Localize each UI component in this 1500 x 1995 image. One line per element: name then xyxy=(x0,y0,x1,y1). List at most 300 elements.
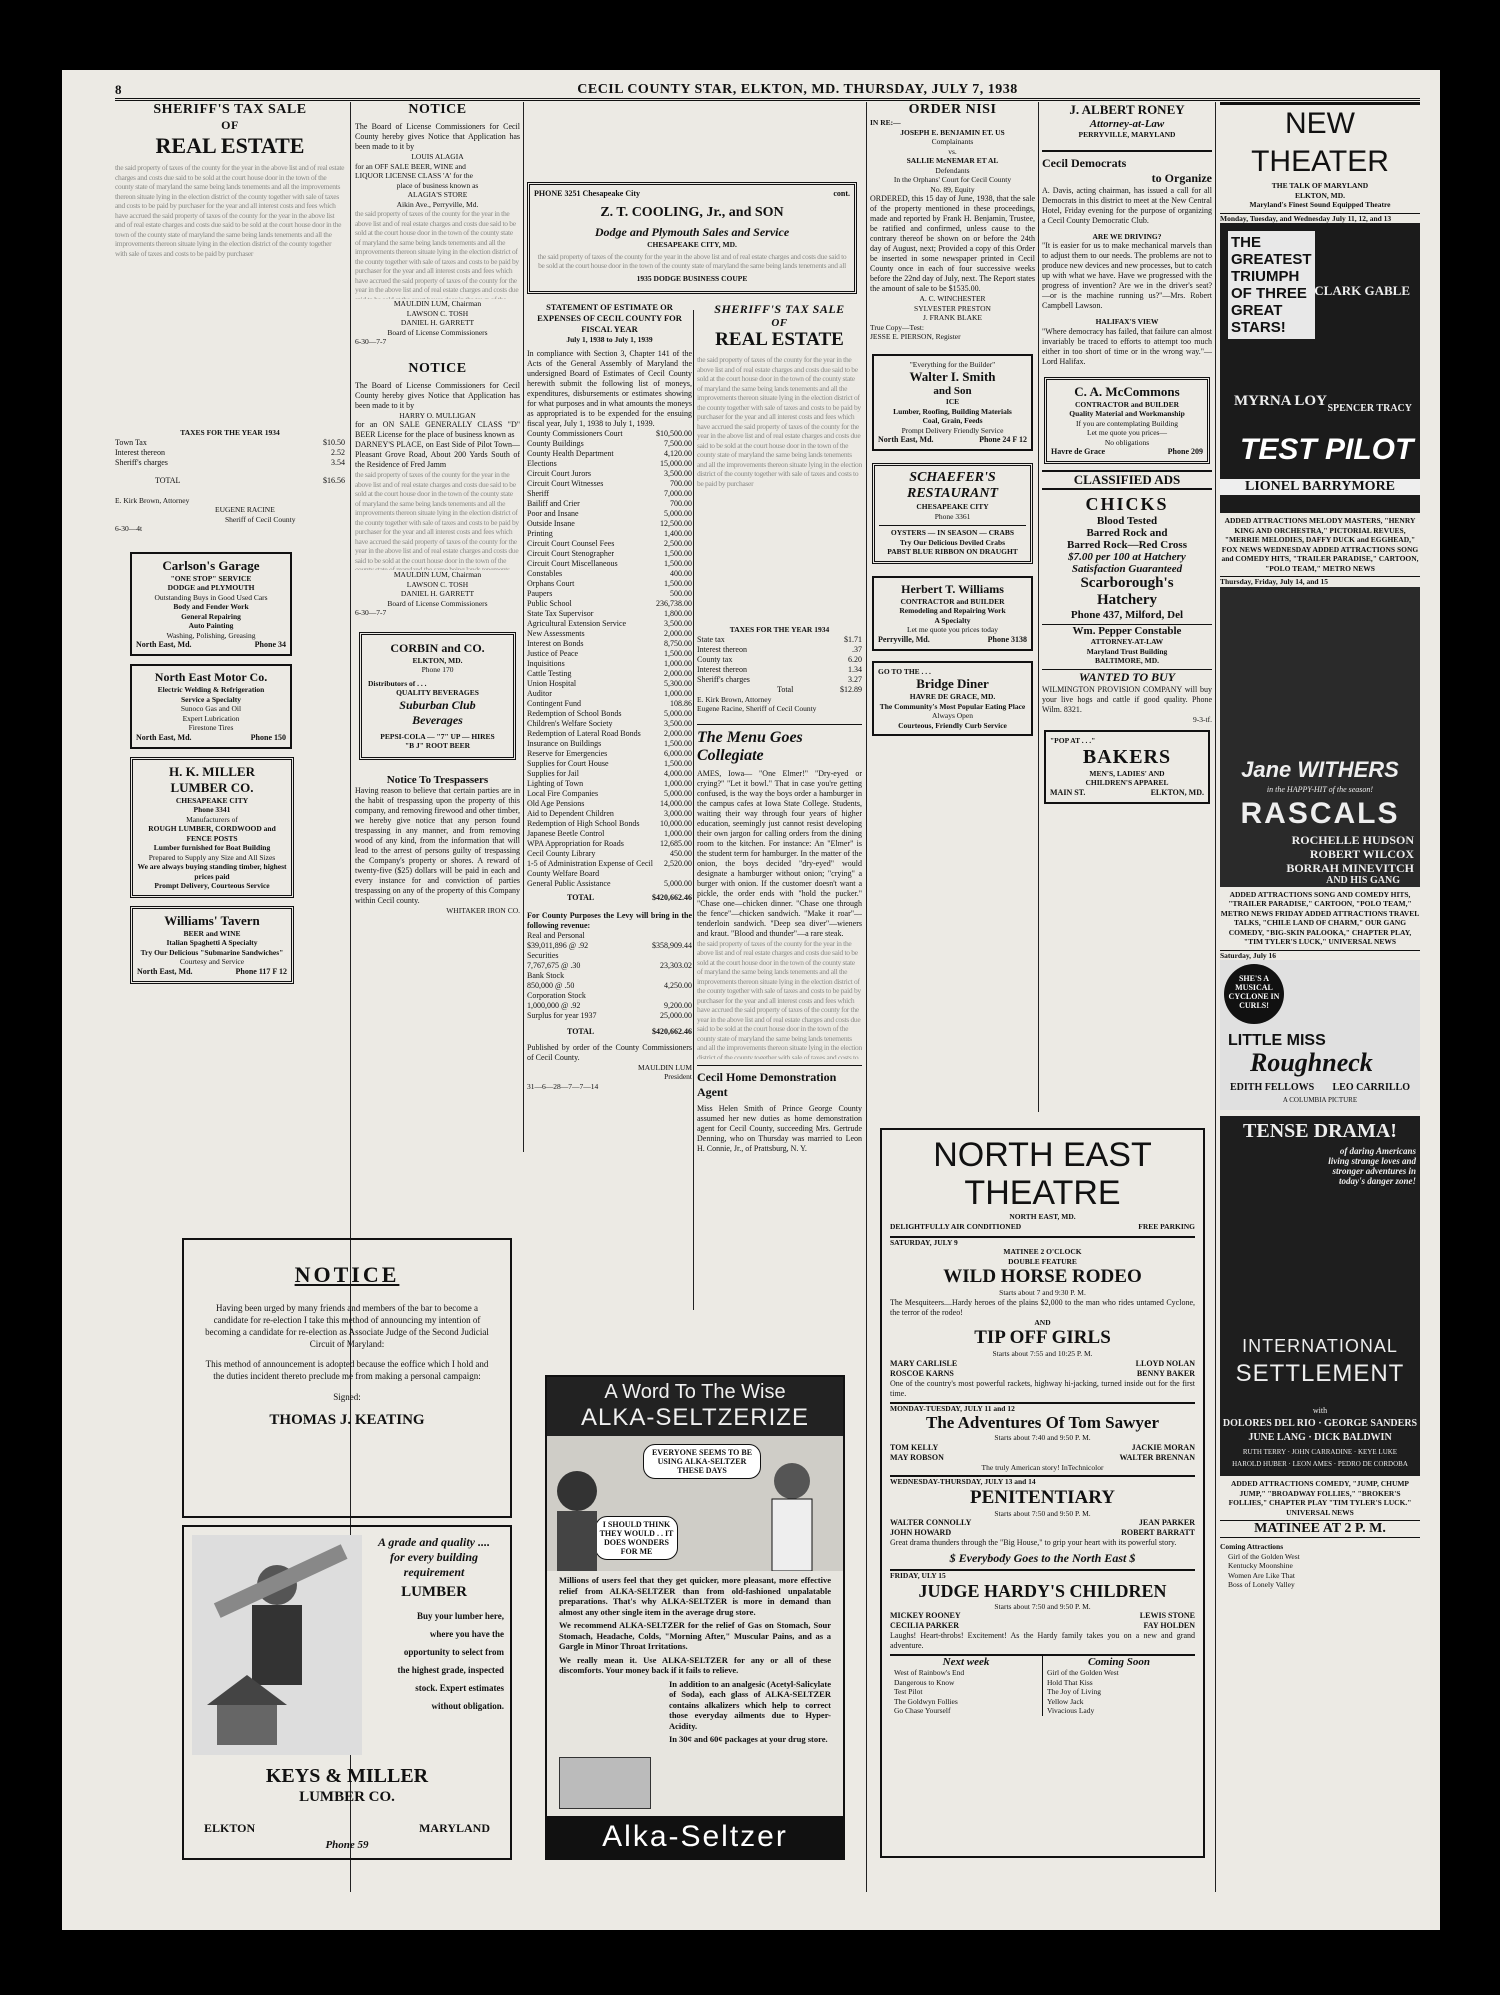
row-value: 2,500.00 xyxy=(664,538,692,548)
poster-text: STARS! xyxy=(1231,319,1286,336)
row-value: 8,750.00 xyxy=(664,638,692,648)
row-value: 700.00 xyxy=(670,498,692,508)
estimate-item xyxy=(527,739,692,749)
column-2 xyxy=(355,102,520,1222)
ad-body: We really mean it. Use ALKA-SELTZER for any or all of these discomforts. Your money back if it fails to relieve. xyxy=(559,1654,831,1675)
film: The Joy of Living xyxy=(1047,1687,1101,1696)
film-title: INTERNATIONAL xyxy=(1242,1336,1398,1356)
sheriff-name: EUGENE RACINE xyxy=(215,505,275,514)
row-value: 5,300.00 xyxy=(664,678,692,688)
row-value: 15,000.00 xyxy=(660,458,692,468)
coupe: 1935 DODGE BUSINESS COUPE xyxy=(636,273,748,283)
article-body: "Where democracy has failed, that failure can almost invariably be traced to efforts to attempt too much either in too short of time or in the wrong way."—Lord Halifax. xyxy=(1042,326,1212,366)
row-label: Circuit Court Witnesses xyxy=(527,478,604,488)
estimate-item xyxy=(527,689,692,699)
estimate-item xyxy=(527,779,692,789)
estimate-item xyxy=(527,769,692,779)
row-value: 9,200.00 xyxy=(664,1000,692,1010)
film: Dangerous to Know xyxy=(894,1677,955,1687)
line: Auto Painting xyxy=(188,621,234,630)
line: Quality Material and Workmanship xyxy=(1069,409,1185,418)
cont: cont. xyxy=(833,189,850,198)
line: Barred Rock—Red Cross xyxy=(1067,539,1187,551)
estimate-item xyxy=(527,719,692,729)
row-label: County Buildings xyxy=(527,438,584,448)
estimate-intro: In compliance with Section 3, Chapter 141 of the Acts of the General Assembly of Maryland the undersigned Board of Estimates of Cecil County herewith submit the following list of moneys, expenditures, disbursements or estimates showing for what purposes and in what amounts the moneys as appropriated is to be expended for the ensuing fiscal year, July 1, 1938 to July 1, 1939. xyxy=(527,348,692,428)
alka-seltzer-ad xyxy=(545,1375,845,1860)
estimate-item xyxy=(527,569,692,579)
date: 6-30—4t xyxy=(115,524,143,533)
row-label: Bank Stock xyxy=(527,970,565,980)
register: JESSE E. PIERSON, Register xyxy=(870,332,961,341)
line: Beverages xyxy=(412,712,463,727)
star-name: LIONEL BARRYMORE xyxy=(1220,479,1420,495)
brand-logo: Alka-Seltzer xyxy=(547,1816,843,1858)
international-settlement-poster xyxy=(1220,1116,1420,1476)
estimate-item xyxy=(527,429,692,439)
levy-item xyxy=(527,941,692,951)
row-label: Public School xyxy=(527,598,572,608)
row-label: Interest on Bonds xyxy=(527,638,584,648)
row-value: 1,500.00 xyxy=(664,648,692,658)
schaefers-ad xyxy=(872,463,1033,564)
line: "B J" ROOT BEER xyxy=(404,741,471,750)
value: $16.56 xyxy=(323,475,345,485)
row-value: 12,685.00 xyxy=(660,838,692,848)
parking: FREE PARKING xyxy=(1138,1221,1195,1231)
row-label: Securities xyxy=(527,950,559,960)
estimate-item xyxy=(527,519,692,529)
wanted-heading: WANTED TO BUY xyxy=(1042,669,1212,685)
line: LIQUOR LICENSE CLASS 'A' for the xyxy=(355,171,473,180)
cast: LEO CARRILLO xyxy=(1332,1082,1410,1093)
taxes-head: TAXES FOR THE YEAR 1934 xyxy=(180,428,280,437)
column-rule xyxy=(523,102,524,1152)
notice-body xyxy=(355,209,520,299)
row-label: Interest thereon xyxy=(697,664,747,674)
sheriff-tax-sale-1 xyxy=(115,102,345,534)
row-label: Supplies for Court House xyxy=(527,758,609,768)
signature: LAWSON C. TOSH xyxy=(406,308,469,318)
trespass-body: Having reason to believe that certain parties are in the habit of trespassing upon the property of this company, and removing firewood and other timber, we hereby give notice that any person found trespassing in any manner, and from removing wood of any kind, from the information that will lead to the arrest of persons guilty of trespassing the Company's property or shores. A reward of twenty-five ($25) dollars will be paid in each and every instance for and conviction of parties trespassing on any of the property of this Company within Cecil county. xyxy=(355,785,520,905)
column-rule xyxy=(1038,102,1039,1112)
cast: EDITH FELLOWS xyxy=(1230,1082,1315,1093)
article-body: "It is easier for us to make mechanical marvels than to adjust them to our needs. The problems are not to produce new devices and new processes, but to catch up with what we have. Have we progressed with the progress of invention? Are we in the driver's seat? —or is the machine running us?"—Mrs. Robert Campbell Lawson. xyxy=(1042,241,1212,310)
line: PEPSI-COLA — "7" UP — HIRES xyxy=(380,731,495,741)
name: Bridge Diner xyxy=(916,676,989,691)
film: Kentucky Moonshine xyxy=(1228,1561,1293,1570)
row-value: 1,000.00 xyxy=(664,778,692,788)
heading-real-estate: REAL ESTATE xyxy=(715,329,844,350)
film-title: RASCALS xyxy=(1240,796,1400,830)
line: Try Our Delicious Deviled Crabs xyxy=(899,537,1006,547)
signature: LAWSON C. TOSH xyxy=(406,579,469,589)
film-title: TEST PILOT xyxy=(1240,433,1414,466)
row-value: 108.86 xyxy=(670,698,692,708)
tax-item xyxy=(697,645,862,655)
line: ROUGH LUMBER, CORDWOOD and FENCE POSTS xyxy=(148,824,276,843)
bakers-ad xyxy=(1044,730,1210,804)
estimate-item xyxy=(527,469,692,479)
row-value: 4,000.00 xyxy=(664,768,692,778)
row-value: 23,303.02 xyxy=(660,960,692,970)
party: SALLIE McNEMAR ET AL xyxy=(906,156,999,165)
line: $7.00 per 100 at Hatchery xyxy=(1068,551,1186,563)
tagline-2: for every building xyxy=(390,1550,478,1564)
poster-text: THE xyxy=(1231,234,1261,251)
row-value: 3,500.00 xyxy=(664,718,692,728)
poster-headline: TENSE DRAMA! xyxy=(1243,1120,1397,1142)
coming-soon-title: Coming Soon xyxy=(1087,1656,1151,1668)
value: $10.50 xyxy=(323,437,345,447)
estimate-period: July 1, 1938 to July 1, 1939 xyxy=(566,335,653,344)
row-label: Poor and Insane xyxy=(527,508,579,518)
estimate-item xyxy=(527,859,692,879)
bridge-diner-ad xyxy=(872,661,1033,737)
article-title-2: to Organize xyxy=(1151,170,1212,185)
name: CORBIN and CO. xyxy=(390,640,485,655)
taxes-head: TAXES FOR THE YEAR 1934 xyxy=(729,625,830,634)
poster-text: with xyxy=(1312,1406,1328,1415)
value: $12.89 xyxy=(840,684,862,694)
line: Sunoco Gas and Oil xyxy=(180,704,242,713)
row-value: 1,500.00 xyxy=(664,738,692,748)
name: SCHAEFER'S xyxy=(909,470,996,485)
estimate-item xyxy=(527,439,692,449)
label: TOTAL xyxy=(567,892,595,902)
matinee: MATINEE AT 2 P. M. xyxy=(1220,1520,1420,1538)
showtime: Starts about 7:50 and 9:50 P. M. xyxy=(994,1508,1091,1518)
notice-para: This method of announcement is adopted because the eoffice which I hold and the duties incident thereto preclude me from making a personal campaign: xyxy=(205,1359,489,1381)
article-title: HALIFAX'S VIEW xyxy=(1095,317,1159,326)
row-label: Insurance on Buildings xyxy=(527,738,602,748)
date: Thursday, Friday, July 14, and 15 xyxy=(1220,576,1420,587)
estimate-item xyxy=(527,579,692,589)
row-value: 1,500.00 xyxy=(664,558,692,568)
slogan: "ONE STOP" SERVICE xyxy=(170,573,252,583)
line: "Everything for the Builder" xyxy=(909,359,996,369)
estimate-item xyxy=(527,709,692,719)
heading-real-estate: REAL ESTATE xyxy=(155,133,305,158)
row-label: Redemption of School Bonds xyxy=(527,708,622,718)
theater-name: NEW THEATER xyxy=(1220,102,1420,181)
classified-title: CLASSIFIED ADS xyxy=(1042,470,1212,490)
row-value: 700.00 xyxy=(670,478,692,488)
mccommons-ad xyxy=(1044,377,1210,465)
notice-body xyxy=(115,163,345,428)
and: AND xyxy=(1034,1317,1051,1327)
row-label: WPA Appropriation for Roads xyxy=(527,838,624,848)
ad-body: In 30¢ and 60¢ packages at your drug store. xyxy=(669,1734,828,1744)
name: Z. T. COOLING, Jr., and SON xyxy=(600,205,784,220)
tagline-1: A grade and quality .... xyxy=(377,1535,490,1549)
levy-item xyxy=(527,971,692,981)
signature: WHITAKER IRON CO. xyxy=(446,905,520,915)
page-number: 8 xyxy=(115,82,122,97)
date: SATURDAY, JULY 9 xyxy=(890,1237,958,1247)
row-label: Japanese Beetle Control xyxy=(527,828,605,838)
signature: MAULDIN LUM, Chairman xyxy=(393,570,482,579)
line: Suburban Club xyxy=(399,697,476,712)
party-role: Defendants xyxy=(935,165,970,175)
estimate-item xyxy=(527,819,692,829)
line: Attorney-at-Law xyxy=(1089,118,1165,130)
estimate-item xyxy=(527,669,692,679)
notice-body xyxy=(355,470,520,570)
north-east-motor-ad xyxy=(130,664,292,749)
line: Coal, Grain, Feeds xyxy=(922,416,983,425)
row-label: Constables xyxy=(527,568,563,578)
town: North East, Md. xyxy=(878,435,934,444)
date: 31—6—28—7—7—14 xyxy=(527,1081,599,1091)
row-label: County Commissioners Court xyxy=(527,428,623,438)
row-value: 1,500.00 xyxy=(664,548,692,558)
keys-miller-ad xyxy=(182,1525,512,1860)
row-value: 500.00 xyxy=(670,588,692,598)
feature-title: JUDGE HARDY'S CHILDREN xyxy=(918,1580,1167,1601)
line: Maryland Trust Building xyxy=(1086,646,1168,656)
heading: SHERIFF'S TAX SALE xyxy=(714,302,845,316)
line: GO TO THE . . . xyxy=(878,666,931,676)
showtime: Starts about 7:55 and 10:25 P. M. xyxy=(992,1349,1093,1358)
ad-body xyxy=(534,252,850,272)
town: North East, Md. xyxy=(137,966,193,976)
town: Havre de Grace xyxy=(1051,447,1106,456)
line: CONTRACTOR and BUILDER xyxy=(1074,399,1180,409)
showtime: Starts about 7:40 and 9:50 P. M. xyxy=(994,1433,1091,1442)
row-label: County Health Department xyxy=(527,448,614,458)
row-label: Real and Personal xyxy=(527,930,585,940)
levy-item xyxy=(527,981,692,991)
double-feature: DOUBLE FEATURE xyxy=(1008,1256,1077,1266)
row-label: $39,011,896 @ .92 xyxy=(527,940,589,950)
feature-desc: Great drama thunders through the "Big House," to grip your heart with its powerful story. xyxy=(890,1538,1177,1547)
ad-body: We recommend ALKA-SELTZER for the relief of Gas on Stomach, Sour Stomach, Headache, Colds, "Morning After," Muscular Pains, and as a Gargle in Minor Throat Irritations. xyxy=(559,1620,831,1651)
attorney: E. Kirk Brown, Attorney xyxy=(115,495,190,505)
row-label: Paupers xyxy=(527,588,553,598)
tax-item xyxy=(697,675,862,685)
row-value: 1,000.00 xyxy=(664,658,692,668)
town: North East, Md. xyxy=(136,640,192,649)
line: Barred Rock and xyxy=(1086,527,1168,539)
line: If you are contemplating Building xyxy=(1075,418,1179,428)
name: Carlson's Garage xyxy=(162,557,260,573)
phone: Phone 150 xyxy=(250,732,286,742)
estimate-item xyxy=(527,839,692,849)
row-label: Redemption of High School Bonds xyxy=(527,818,640,828)
row-label: 1,000,000 @ .92 xyxy=(527,1000,581,1010)
row-label: New Assessments xyxy=(527,628,585,638)
product-image xyxy=(559,1757,651,1809)
poster-text: TRIUMPH xyxy=(1231,268,1300,285)
roughneck-poster xyxy=(1220,960,1420,1110)
row-value: 10,000.00 xyxy=(660,818,692,828)
row-value: 3,000.00 xyxy=(664,808,692,818)
town: ELKTON, MD. xyxy=(1150,787,1204,797)
date: MONDAY-TUESDAY, JULY 11 and 12 xyxy=(890,1403,1015,1413)
label: TOTAL xyxy=(567,1026,595,1036)
article-title: Cecil Home Demonstration Agent xyxy=(697,1065,862,1100)
signature: A. C. WINCHESTER xyxy=(919,294,986,303)
estimate-item xyxy=(527,459,692,469)
town: NORTH EAST, MD. xyxy=(1009,1212,1076,1221)
row-label: County tax xyxy=(697,654,733,664)
row-value: 450.00 xyxy=(670,848,692,858)
estimate-item xyxy=(527,599,692,609)
poster-text: GREATEST xyxy=(1231,251,1312,268)
line: ATTORNEY-AT-LAW xyxy=(1090,637,1164,646)
row-label: Printing xyxy=(527,528,553,538)
line: Wm. Pepper Constable xyxy=(1042,624,1212,637)
signature: SYLVESTER PRESTON xyxy=(914,303,991,313)
levy-item xyxy=(527,931,692,941)
row-label: Orphans Court xyxy=(527,578,575,588)
town: ELKTON xyxy=(204,1821,256,1835)
line: No obligations xyxy=(1104,437,1150,447)
line: DODGE and PLYMOUTH xyxy=(167,583,255,592)
estimate-item xyxy=(527,559,692,569)
row-value: 7,000.00 xyxy=(664,488,692,498)
name: Williams' Tavern xyxy=(164,912,260,928)
poster-text: in the HAPPY-HIT of the season! xyxy=(1266,784,1374,794)
row-value: 2,520.00 xyxy=(664,858,692,868)
lumber: LUMBER xyxy=(401,1584,467,1600)
case-number: No. 89, Equity xyxy=(930,184,975,194)
estimate-item xyxy=(527,829,692,839)
speech-bubble: I SHOULD THINK THEY WOULD . . IT DOES WONDERS FOR ME xyxy=(595,1516,678,1560)
line: Outstanding Buys in Good Used Cars xyxy=(154,592,268,602)
article-body: A. Davis, acting chairman, has issued a call for all Democrats in this district to meet at the New Central Hotel, Friday evening for the purpose of organizing a Cecil County Democratic Club. xyxy=(1042,185,1212,225)
name: RESTAURANT xyxy=(906,486,999,501)
line: QUALITY BEVERAGES xyxy=(396,688,479,697)
row-label: 7,767,675 @ .30 xyxy=(527,960,581,970)
row-label: Cattle Testing xyxy=(527,668,572,678)
williams-tavern-ad xyxy=(130,906,294,984)
name: C. A. McCommons xyxy=(1074,383,1180,399)
line: Electric Welding & Refrigeration xyxy=(157,685,265,694)
article-body: AMES, Iowa— "One Elmer!" "Dry-eyed or crying?" "Let it bowl." That in case you're getting confused, is the way the boys order a hamburger in the campus cafes at Iowa State College. Students, waiting their way through four years of higher education, seemingly just cannot resist developing their own jargon for calling orders from the dining room to the kitchen. For instance: An "Elmer" is the student term for hamburger. In the matter of the onion, the boys decided "dry-eyed" would designate a hamburger without onion; "crying" a burger with onion. If the customer doesn't want a pickle, the order ends with "hold the pucker." "Chase one—chicken dinner. "Chase one through the fence"—chicken sandwich. "Make it roar"—tenderloin sandwich. "Deep sea diver"—wieners and kraut. "Blood and thunder"—a rare steak. xyxy=(697,768,862,938)
line: Let me quote you prices today xyxy=(906,625,998,634)
row-label: Outside Insane xyxy=(527,518,575,528)
ad-body: In addition to an analgesic (Acetyl-Salicylate of Soda), each glass of ALKA-SELTZER contains alkalizers which help to correct those everyday ailments due to Hyper-Acidity. xyxy=(669,1678,831,1731)
judge-notice xyxy=(182,1238,512,1518)
row-value: 1.34 xyxy=(848,664,862,674)
worker-illustration xyxy=(192,1535,362,1755)
estimate-item xyxy=(527,649,692,659)
article-body: Miss Helen Smith of Prince George County assumed her new duties as home demonstration agent for Cecil County, succeeding Mrs. Gertrude Denning, who on Thursday was married to Leon H. Connie, Jr., of Prattsburg, N. Y. xyxy=(697,1103,862,1153)
estimate-item xyxy=(527,809,692,819)
article-title: The Menu Goes Collegiate xyxy=(697,724,862,765)
row-value: 2,000.00 xyxy=(664,628,692,638)
notice-para: Having been urged by many friends and members of the bar to become a candidate for re-election I take this method of announcing my intention of becoming a candidate for re-election as Associate Judge of the Second Judicial Circuit of Maryland: xyxy=(205,1303,489,1349)
row-value: 1,500.00 xyxy=(664,758,692,768)
city: CHESAPEAKE CITY, MD. xyxy=(647,240,737,249)
test-pilot-poster xyxy=(1220,223,1420,513)
cast: JACKIE MORAN xyxy=(1131,1442,1195,1452)
corbin-ad xyxy=(359,632,516,760)
film: Vivacious Lady xyxy=(1047,1706,1095,1715)
signature: J. FRANK BLAKE xyxy=(923,313,982,322)
name: LUMBER CO. xyxy=(170,779,254,795)
estimate-item xyxy=(527,849,692,859)
line: Italian Spaghetti A Specialty xyxy=(166,938,258,947)
town: ELKTON, MD. xyxy=(1294,190,1346,200)
row-label: Inquisitions xyxy=(527,658,565,668)
label: Interest thereon xyxy=(115,447,165,457)
label: Total xyxy=(777,684,794,694)
poster-badge: SHE'S A MUSICAL CYCLONE IN CURLS! xyxy=(1224,964,1284,1024)
cooling-ad xyxy=(527,182,857,294)
row-value: 25,000.00 xyxy=(660,1010,692,1020)
line: Prompt Delivery Friendly Service xyxy=(901,425,1004,435)
row-label: Agricultural Extension Service xyxy=(527,618,627,628)
levy-item xyxy=(527,1011,692,1021)
heading-of: OF xyxy=(221,118,239,132)
feature-title: The Adventures Of Tom Sawyer xyxy=(926,1413,1159,1432)
date: WEDNESDAY-THURSDAY, JULY 13 and 14 xyxy=(890,1477,1036,1486)
cast: RUTH TERRY · JOHN CARRADINE · KEYE LUKE xyxy=(1242,1448,1398,1456)
row-value: 1,800.00 xyxy=(664,608,692,618)
cast: MICKEY ROONEY xyxy=(890,1611,961,1620)
name: BAKERS xyxy=(1082,745,1172,768)
name: North East Motor Co. xyxy=(154,670,268,684)
theatre-name: NORTH EAST xyxy=(933,1136,1152,1174)
line: PERRYVILLE, MARYLAND xyxy=(1078,130,1176,139)
name: and Son xyxy=(933,385,972,397)
line: Blood Tested xyxy=(1096,515,1158,527)
value: 2.52 xyxy=(331,447,345,457)
film: The Goldwyn Follies xyxy=(894,1696,958,1706)
line: for an ON SALE GENERALLY CLASS "D" BEER License for the place of business known as xyxy=(355,420,520,439)
row-value: 3,500.00 xyxy=(664,468,692,478)
line: CONTRACTOR and BUILDER xyxy=(900,596,1005,606)
cast: FAY HOLDEN xyxy=(1143,1621,1195,1630)
row-value: 5,000.00 xyxy=(664,708,692,718)
applicant: HARRY O. MULLIGAN xyxy=(399,410,476,420)
tagline: THE TALK OF MARYLAND xyxy=(1271,181,1369,190)
film: Go Chase Yourself xyxy=(894,1706,951,1715)
signature: MAULDIN LUM xyxy=(638,1062,692,1072)
row-label: State tax xyxy=(697,634,725,644)
estimate-item xyxy=(527,479,692,489)
film: West of Rainbow's End xyxy=(894,1668,965,1677)
cast: LEWIS STONE xyxy=(1139,1611,1195,1620)
column-rule xyxy=(1215,102,1216,1892)
order-title: ORDER NISI xyxy=(908,102,997,117)
estimate-item xyxy=(527,629,692,639)
article-title: Cecil Democrats xyxy=(1042,150,1212,171)
row-value: 2,000.00 xyxy=(664,668,692,678)
star-name: CLARK GABLE xyxy=(1314,283,1410,298)
row-value: 6,000.00 xyxy=(664,748,692,758)
date: 9-3-tf. xyxy=(1193,714,1212,724)
town: HAVRE DE GRACE, MD. xyxy=(909,692,996,701)
town: North East, Md. xyxy=(136,732,192,742)
heading: SHERIFF'S TAX SALE xyxy=(153,102,307,117)
cast: LLOYD NOLAN xyxy=(1135,1358,1195,1368)
row-value: 2,000.00 xyxy=(664,728,692,738)
column-rule xyxy=(866,102,867,1892)
speech-bubble: EVERYONE SEEMS TO BE USING ALKA-SELTZER THESE DAYS xyxy=(643,1444,761,1479)
column-5 xyxy=(870,102,1035,1102)
order-body: ORDERED, this 15 day of June, 1938, that the sale of the property mentioned in these proceedings, made and reported by Frank H. Benjamin, Trustee, be ratified and confirmed, unless cause to the contrary thereof be shown on or before the 24th day of August, next; Provided a copy of this Order be inserted in some newspaper printed in Cecil County once in each of four successive weeks before the 22nd day of July, next. The Report states the amount of sale to be $1535.00. xyxy=(870,194,1035,293)
film: Girl of the Golden West xyxy=(1047,1668,1119,1677)
star-name: SPENCER TRACY xyxy=(1327,403,1412,414)
estimate-item xyxy=(527,699,692,709)
line: Lumber, Roofing, Building Materials xyxy=(893,406,1012,416)
row-value: 5,000.00 xyxy=(664,508,692,518)
party-role: Complainants xyxy=(931,137,974,146)
